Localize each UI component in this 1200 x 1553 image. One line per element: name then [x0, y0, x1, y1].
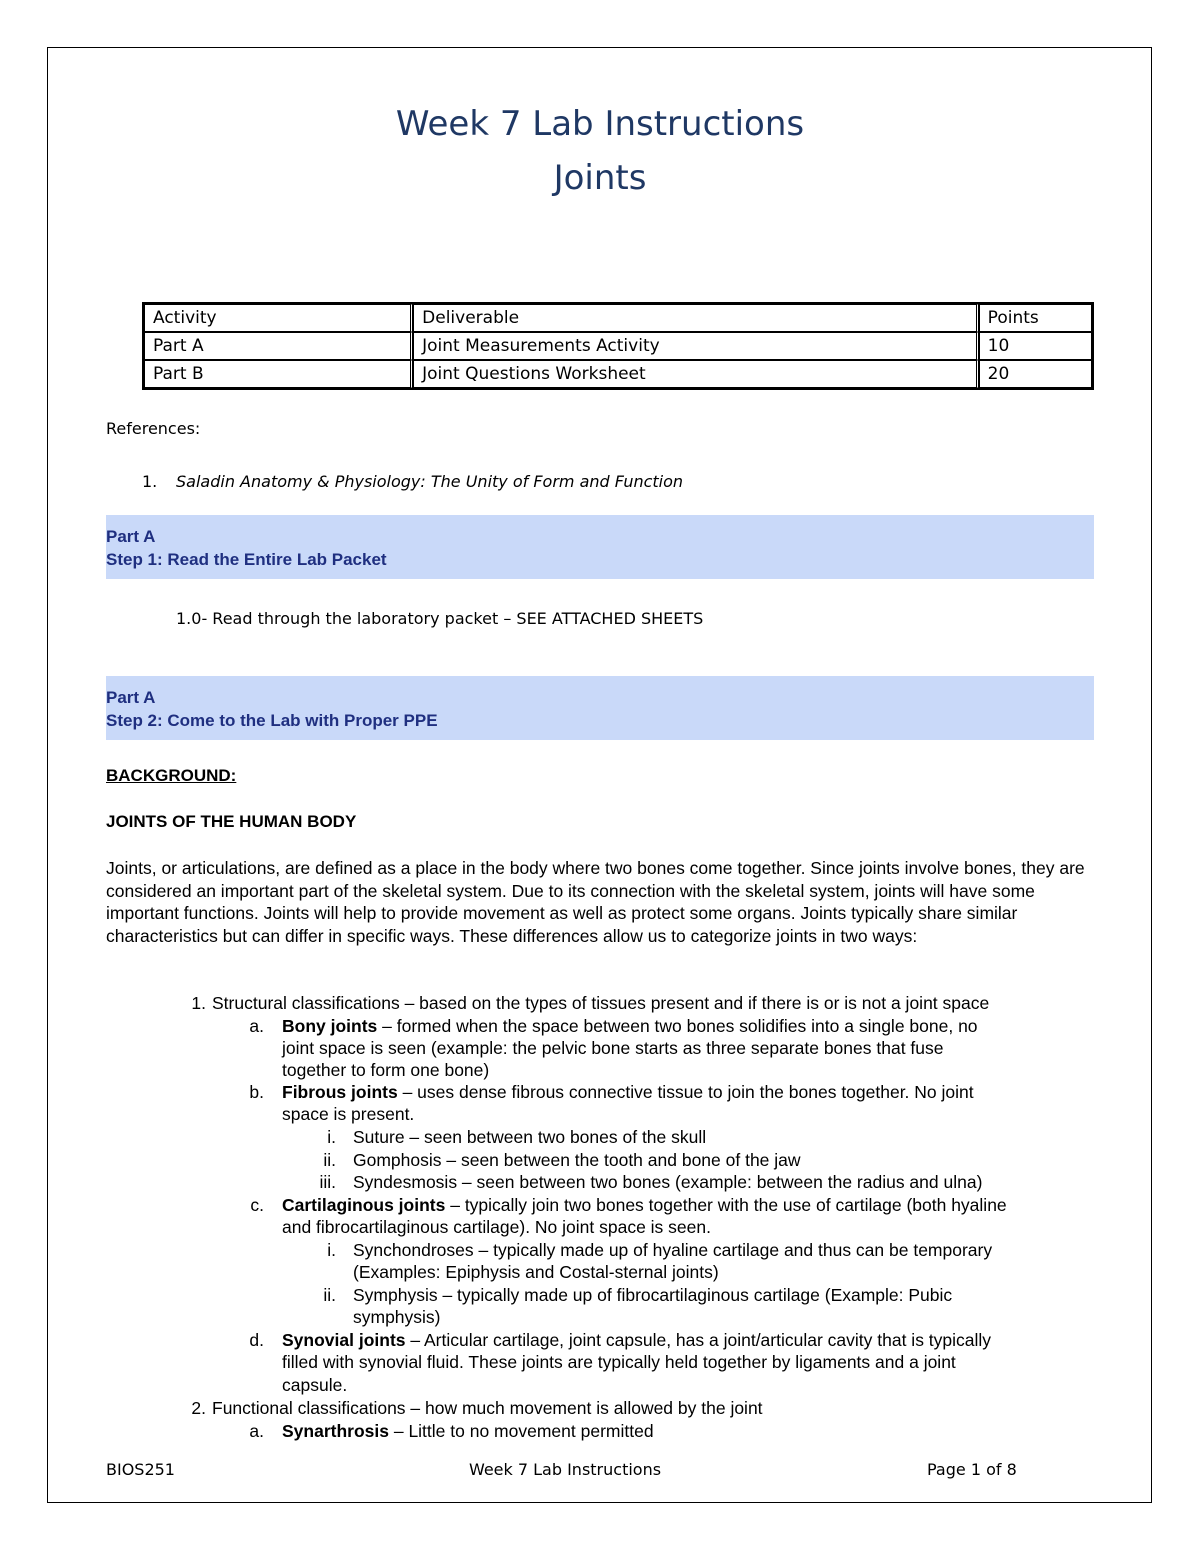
- document-subtitle: Joints: [553, 158, 647, 198]
- list-marker: ii.: [323, 1150, 336, 1170]
- list-item-continued: and fibrocartilaginous cartilage). No joint space is seen.: [282, 1217, 711, 1237]
- list-item-continued: (Examples: Epiphysis and Costal-sternal joints): [353, 1262, 719, 1282]
- table-cell: Joint Measurements Activity: [413, 332, 979, 360]
- list-item: Functional classifications – how much movement is allowed by the joint: [212, 1398, 763, 1418]
- list-item: [282, 1329, 991, 1352]
- list-marker: a.: [249, 1016, 264, 1036]
- list-item: Synchondroses – typically made up of hyaline cartilage and thus can be temporary: [353, 1240, 993, 1260]
- term-bold: Cartilaginous joints: [282, 1195, 446, 1215]
- footer-page-number: Page 1 of 8: [927, 1460, 1017, 1479]
- references-label: References:: [106, 419, 201, 438]
- table-header-row: [144, 304, 1092, 332]
- list-marker: i.: [327, 1127, 336, 1147]
- list-item: Symphysis – typically made up of fibrocartilaginous cartilage (Example: Pubic: [353, 1285, 953, 1305]
- list-item-text: – formed when the space between two bones solidifies into a single bone, no: [377, 1016, 978, 1036]
- step1-banner: [106, 515, 1094, 579]
- step2-banner: [106, 676, 1094, 740]
- table-cell: Joint Questions Worksheet: [413, 360, 979, 388]
- list-item: [282, 1015, 978, 1038]
- step2-part: Part A: [106, 688, 156, 707]
- list-item-continued: capsule.: [282, 1375, 348, 1395]
- list-item-text: – uses dense fibrous connective tissue to join the bones together. No joint: [397, 1082, 974, 1102]
- reference-title: Anatomy & Physiology: The Unity of Form and Function: [240, 472, 684, 491]
- list-item: Gomphosis – seen between the tooth and bone of the jaw: [353, 1150, 801, 1170]
- step1-text: 1.0- Read through the laboratory packet – SEE ATTACHED SHEETS: [176, 609, 704, 628]
- list-marker: i.: [327, 1240, 336, 1260]
- step2-title: Step 2: Come to the Lab with Proper PPE: [106, 711, 438, 730]
- footer-course-code: BIOS251: [106, 1460, 175, 1479]
- list-marker: ii.: [323, 1285, 336, 1305]
- list-marker: 1.: [191, 993, 206, 1013]
- list-item-text: – typically join two bones together with the use of cartilage (both hyaline: [445, 1195, 1007, 1215]
- list-item-continued: filled with synovial fluid. These joints are typically held together by ligaments and a joint: [282, 1352, 956, 1372]
- list-item: [282, 1081, 974, 1104]
- term-bold: Bony joints: [282, 1016, 378, 1036]
- table-cell: 10: [979, 332, 1092, 360]
- reference-author: Saladin: [176, 472, 241, 491]
- background-heading: BACKGROUND:: [106, 766, 237, 785]
- list-marker: c.: [250, 1195, 264, 1215]
- table-cell: Part B: [144, 360, 413, 388]
- table-header-cell: Activity: [144, 304, 413, 332]
- list-marker: b.: [249, 1082, 264, 1102]
- table-row: [144, 332, 1092, 360]
- table-header-cell: Points: [979, 304, 1092, 332]
- step1-part: Part A: [106, 527, 156, 546]
- list-marker: d.: [249, 1330, 264, 1350]
- list-marker: 2.: [191, 1398, 206, 1418]
- document-title: Week 7 Lab Instructions: [395, 104, 805, 144]
- step1-title: Step 1: Read the Entire Lab Packet: [106, 550, 387, 569]
- list-item-continued: space is present.: [282, 1104, 415, 1124]
- reference-number: 1.: [142, 472, 158, 491]
- term-bold: Synovial joints: [282, 1330, 406, 1350]
- list-item: [282, 1420, 654, 1443]
- list-marker: iii.: [319, 1172, 336, 1192]
- term-bold: Fibrous joints: [282, 1082, 398, 1102]
- list-item: [282, 1194, 1007, 1217]
- reference-item: [142, 472, 683, 491]
- table-header-cell: Deliverable: [413, 304, 979, 332]
- list-item: Syndesmosis – seen between two bones (example: between the radius and ulna): [353, 1172, 983, 1192]
- list-item-text: – Articular cartilage, joint capsule, has a joint/articular cavity that is typically: [405, 1330, 992, 1350]
- grading-table: [142, 302, 1094, 390]
- table-cell: 20: [979, 360, 1092, 388]
- list-item-continued: together to form one bone): [282, 1060, 490, 1080]
- list-item: Suture – seen between two bones of the skull: [353, 1127, 707, 1147]
- intro-paragraph: Joints, or articulations, are defined as a place in the body where two bones come together. Since joints involve bones, they are considered an important part of the skeletal system. Due to its connection with the skeletal system, joints will have some important functions. Joints will help to provide movement as well as protect some organs. Joints typically share similar characteristics but can differ in specific ways. These differences allow us to categorize joints in two ways:: [106, 858, 1085, 947]
- list-item: Structural classifications – based on the types of tissues present and if there is or is not a joint space: [212, 993, 990, 1013]
- list-item-continued: symphysis): [353, 1307, 441, 1327]
- footer-title: Week 7 Lab Instructions: [468, 1460, 662, 1479]
- list-item-continued: joint space is seen (example: the pelvic bone starts as three separate bones that fuse: [282, 1038, 944, 1058]
- table-row: [144, 360, 1092, 388]
- list-marker: a.: [249, 1421, 264, 1441]
- list-item-text: – Little to no movement permitted: [388, 1421, 654, 1441]
- joints-heading: JOINTS OF THE HUMAN BODY: [106, 812, 357, 831]
- term-bold: Synarthrosis: [282, 1421, 389, 1441]
- table-cell: Part A: [144, 332, 413, 360]
